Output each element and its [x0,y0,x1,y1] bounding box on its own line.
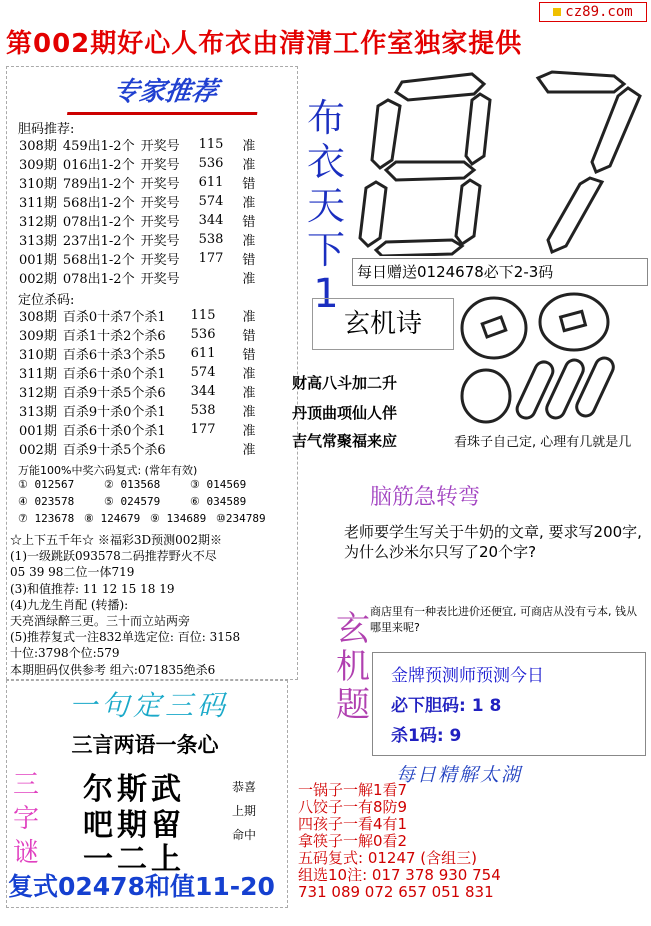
pos-cell-num [169,439,219,458]
pos-cell-kill: 百杀9十杀5个杀6 [62,386,166,401]
combo-item: ③ 014569 [190,478,247,491]
combo-item: ⑩234789 [216,512,266,525]
daily-line: 一锅子一解1看7 [298,781,408,799]
congrats-text: 上期 [231,804,256,818]
vertical-char: 布 [306,96,345,140]
pos-cell-res: 错 [242,329,256,344]
pos-cell-num: 574 [190,365,216,380]
pos-cell-num: 611 [190,346,216,361]
dan-cell-issue: 310期 [19,177,57,192]
dan-label: 胆码推荐: [18,122,75,137]
coin-note: 看珠子自己定, 心理有几就是几 [454,435,632,450]
pos-table [16,306,259,458]
dan-cell-issue: 002期 [19,272,57,287]
dan-cell-issue: 308期 [19,139,57,154]
gold-kill: 杀1码: 9 [391,726,462,746]
dan-cell-label: 开奖号 [140,158,180,173]
segment [376,240,462,256]
dan-cell-pick: 078出1-2个 [62,272,135,287]
riddle-note: 商店里有一种表比进价还便宜, 可商店从没有亏本, 钱从哪里来呢? [370,605,637,634]
vertical-char: 题 [336,685,370,725]
pos-cell-issue: 002期 [19,443,57,458]
pos-row [16,363,259,382]
segment [538,72,624,92]
dan-row [16,173,258,192]
pos-label: 定位杀码: [18,293,75,308]
dan-cell-label: 开奖号 [140,196,180,211]
dan-row [16,268,258,287]
vertical-char: 谜 [12,838,39,868]
dan-row [16,211,258,230]
combo-item: ① 012567 [18,478,75,491]
dan-cell-num: 177 [198,251,224,266]
three-words: 三言两语一条心 [71,733,219,757]
dan-cell-label: 开奖号 [140,234,180,249]
combo-list [18,476,293,527]
sanzi-title [6,768,46,870]
segment [456,180,480,244]
dan-cell-issue: 309期 [19,158,57,173]
dan-cell-label: 开奖号 [140,272,180,287]
gold-dan: 必下胆码: 1 8 [391,696,502,716]
combo-item: ⑤ 024579 [104,495,161,508]
dan-cell-res: 准 [242,272,256,287]
pos-cell-issue: 312期 [19,386,57,401]
dan-cell-res: 错 [242,215,256,230]
poem-title: 玄机诗 [312,298,454,350]
dan-cell-num: 536 [198,156,224,171]
note-line: 本期胆码仅供参考 组六:071835绝杀6 [10,662,216,677]
pos-row [16,401,259,420]
gold-prediction-box [372,652,646,756]
dan-cell-issue: 311期 [19,196,57,211]
dan-cell-res: 准 [242,234,256,249]
vertical-char: 下 [306,228,345,272]
segment [360,182,386,246]
segment [386,162,474,180]
pos-cell-num: 177 [190,422,216,437]
pos-row [16,325,259,344]
daily-line: 组选10注: 017 378 930 754 [298,866,501,884]
riddle-word: 一二上 [83,842,185,877]
dan-table [16,135,258,287]
dan-cell-label: 开奖号 [140,177,180,192]
brain-title: 脑筋急转弯 [370,485,481,510]
dan-row [16,230,258,249]
dan-cell-num: 574 [198,194,224,209]
pos-cell-num: 115 [190,308,216,323]
dan-row [16,154,258,173]
buyi-number: 1 [313,271,339,317]
dan-cell-res: 准 [242,196,256,211]
poem-line: 丹顶曲项仙人伴 [292,404,398,422]
note-line: (1)一级跳跃093578二码推荐野火不尽 [10,549,217,564]
dan-cell-num [183,268,227,287]
note-line: (3)和值推荐: 11 12 15 18 19 [10,581,175,596]
pos-cell-res: 准 [242,386,256,401]
dan-cell-issue: 312期 [19,215,57,230]
dan-cell-res: 错 [242,253,256,268]
gift-text: 每日赠送0124678必下2-3码 [352,258,648,286]
dan-cell-res: 准 [242,158,256,173]
fushi-text: 复式02478和值11-20 [8,872,275,901]
segment [466,94,490,164]
dan-cell-pick: 237出1-2个 [62,234,135,249]
pos-cell-kill: 百杀1十杀2个杀6 [62,329,166,344]
pos-cell-res: 准 [242,405,256,420]
pos-cell-issue: 309期 [19,329,57,344]
pos-cell-res: 准 [242,424,256,439]
dan-cell-pick: 789出1-2个 [62,177,135,192]
pos-row [16,306,259,325]
segment [396,74,484,100]
pos-cell-res: 准 [242,367,256,382]
page-title: 第002期好心人布衣由清清工作室独家提供 [6,29,523,59]
vertical-char: 三 [12,770,39,800]
pos-cell-issue: 311期 [19,367,57,382]
pos-cell-num: 538 [190,403,216,418]
dan-row [16,249,258,268]
vertical-char: 玄 [336,609,370,649]
riddle-word: 尔斯武 [83,772,185,807]
segment [548,178,602,252]
note-line: 十位:3798个位:579 [10,646,120,661]
dan-cell-num: 344 [198,213,224,228]
notes-block [10,532,294,678]
pos-row [16,420,259,439]
seven-segment-digits-graphic [352,70,648,256]
dan-cell-res: 准 [242,139,256,154]
dan-cell-label: 开奖号 [140,215,180,230]
dan-cell-pick: 459出1-2个 [62,139,135,154]
dan-cell-pick: 568出1-2个 [62,196,135,211]
dan-cell-label: 开奖号 [140,139,180,154]
combo-item: ⑥ 034589 [190,495,247,508]
combo-title: 万能100%中奖六码复式: (常年有效) [18,464,198,477]
dan-cell-num: 115 [198,137,224,152]
daily-line: 五码复式: 01247 (含组三) [298,849,478,867]
note-line: ☆上下五千年☆ ※福彩3D预测002期※ [10,533,222,547]
buyi-vertical [304,96,348,316]
combo-item: ⑧ 124679 [84,512,141,525]
combo-item: ④ 023578 [18,495,75,508]
pos-row [16,439,259,458]
poem-line: 吉气常聚福来应 [292,432,398,450]
dan-cell-num: 611 [198,175,224,190]
dan-cell-issue: 001期 [19,253,57,268]
vertical-char: 机 [336,647,370,687]
segment [592,88,640,172]
daily-title: 每日精解太湖 [396,764,523,786]
dan-cell-issue: 313期 [19,234,57,249]
combo-item: ② 013568 [104,478,161,491]
daily-line: 731 089 072 657 051 831 [298,883,494,901]
note-line: 05 39 98二位一体719 [10,565,135,580]
pos-cell-num: 536 [190,327,216,342]
site-badge[interactable] [539,2,647,22]
daily-line: 拿筷子一解0看2 [298,832,408,850]
dan-cell-pick: 568出1-2个 [62,253,135,268]
pos-cell-issue: 001期 [19,424,57,439]
xuanji-title [336,610,370,724]
expert-heading: 专家推荐 [67,72,263,115]
vertical-char: 衣 [306,140,345,184]
pos-cell-num: 344 [190,384,216,399]
note-line: (5)推荐复式一注832单选定位: 百位: 3158 [10,630,241,645]
pos-cell-issue: 308期 [19,310,57,325]
dan-cell-label: 开奖号 [140,253,180,268]
pos-cell-res: 准 [242,443,256,458]
dan-cell-pick: 078出1-2个 [62,215,135,230]
pos-cell-kill: 百杀6十杀0个杀1 [62,367,166,382]
daily-lines [298,782,501,901]
poem-line: 财高八斗加二升 [292,374,398,392]
dan-row [16,135,258,154]
pos-cell-kill: 百杀6十杀0个杀1 [62,424,166,439]
gold-title: 金牌预测师预测今日 [391,666,544,686]
pos-cell-issue: 313期 [19,405,57,420]
pos-cell-kill: 百杀9十杀0个杀1 [62,405,166,420]
sentence-title: 一句定三码 [68,689,229,722]
pos-cell-issue: 310期 [19,348,57,363]
pos-cell-kill: 百杀9十杀5个杀6 [62,443,166,458]
vertical-char: 天 [306,184,345,228]
daily-line: 四孩子一看4有1 [298,815,408,833]
vertical-char: 字 [12,804,39,834]
combo-item: ⑨ 134689 [150,512,207,525]
daily-line: 八饺子一有8防9 [298,798,408,816]
pos-row [16,382,259,401]
dan-cell-num: 538 [198,232,224,247]
logo-square-icon [553,8,561,16]
note-line: 天亮酒绿醉三更。三十而立站两旁 [10,614,191,629]
pos-cell-res: 准 [242,310,256,325]
combo-item: ⑦ 123678 [18,512,75,525]
riddle-word: 吧期留 [83,808,185,843]
dan-row [16,192,258,211]
coin [462,370,510,422]
dan-cell-pick: 016出1-2个 [62,158,135,173]
congrats-text: 命中 [231,828,256,842]
site-label: cz89.com [565,4,633,20]
riddle-question: 老师要学生写关于牛奶的文章, 要求写200字, 为什么沙米尔只写了20个字? [344,523,642,561]
dan-cell-res: 错 [242,177,256,192]
coins-graphic [456,290,646,430]
note-line: (4)九龙生肖配 (转播): [10,597,129,612]
pos-cell-res: 错 [242,348,256,363]
segment [372,100,400,168]
pos-cell-kill: 百杀0十杀7个杀1 [62,310,166,325]
pos-cell-kill: 百杀6十杀3个杀5 [62,348,166,363]
pos-row [16,344,259,363]
congrats-text: 恭喜 [231,780,256,794]
